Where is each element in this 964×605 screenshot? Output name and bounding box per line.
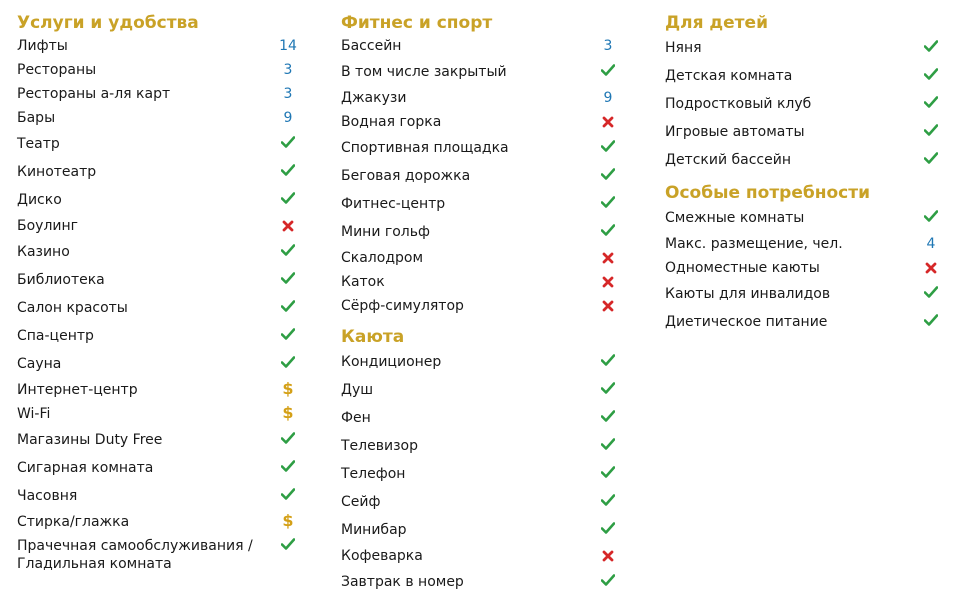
dollar-icon: $ bbox=[282, 403, 294, 422]
check-icon bbox=[277, 271, 299, 289]
cross-icon bbox=[597, 113, 619, 131]
amenity-label-line: Прачечная самообслуживания / bbox=[17, 538, 253, 554]
amenity-label: Рестораны а-ля карт bbox=[17, 86, 171, 102]
amenity-label: Сейф bbox=[341, 494, 381, 510]
check-icon bbox=[920, 151, 942, 169]
amenity-label-line: Гладильная комната bbox=[17, 556, 172, 572]
amenity-count: 4 bbox=[926, 236, 936, 252]
amenity-label: Театр bbox=[17, 136, 60, 152]
check-icon bbox=[597, 493, 619, 511]
check-icon bbox=[277, 537, 299, 555]
cross-icon bbox=[597, 273, 619, 291]
amenity-label: Рестораны bbox=[17, 62, 97, 78]
check-icon bbox=[920, 123, 942, 141]
amenity-label: Сауна bbox=[17, 356, 62, 372]
amenity-label: Водная горка bbox=[341, 114, 442, 130]
amenity-label: Магазины Duty Free bbox=[17, 432, 163, 448]
check-icon bbox=[597, 521, 619, 539]
amenity-label: Завтрак в номер bbox=[341, 574, 464, 590]
amenity-label: Детская комната bbox=[665, 68, 793, 84]
amenity-label: Боулинг bbox=[17, 218, 79, 234]
check-icon bbox=[597, 139, 619, 157]
amenity-label: Диетическое питание bbox=[665, 314, 828, 330]
amenity-label: Wi-Fi bbox=[17, 406, 51, 422]
check-icon bbox=[597, 381, 619, 399]
check-icon bbox=[277, 191, 299, 209]
amenity-label: В том числе закрытый bbox=[341, 64, 507, 80]
check-icon bbox=[597, 167, 619, 185]
amenity-label: Интернет-центр bbox=[17, 382, 138, 398]
amenity-label: Макс. размещение, чел. bbox=[665, 236, 843, 252]
check-icon bbox=[920, 95, 942, 113]
check-icon bbox=[277, 243, 299, 261]
cross-icon bbox=[277, 217, 299, 235]
check-icon bbox=[597, 573, 619, 591]
cross-icon bbox=[597, 249, 619, 267]
amenity-count: 3 bbox=[283, 62, 293, 78]
check-icon bbox=[597, 195, 619, 213]
amenity-label: Кинотеатр bbox=[17, 164, 97, 180]
section-heading: Фитнес и спорт bbox=[341, 13, 493, 33]
check-icon bbox=[597, 223, 619, 241]
amenity-count: 9 bbox=[283, 110, 293, 126]
check-icon bbox=[920, 209, 942, 227]
check-icon bbox=[277, 299, 299, 317]
amenity-label: Беговая дорожка bbox=[341, 168, 471, 184]
amenity-label: Каюты для инвалидов bbox=[665, 286, 831, 302]
amenity-label: Игровые автоматы bbox=[665, 124, 805, 140]
dollar-icon: $ bbox=[282, 511, 294, 530]
amenity-label: Фитнес-центр bbox=[341, 196, 446, 212]
check-icon bbox=[920, 285, 942, 303]
amenity-label: Минибар bbox=[341, 522, 407, 538]
check-icon bbox=[597, 409, 619, 427]
check-icon bbox=[920, 67, 942, 85]
section-heading: Особые потребности bbox=[665, 183, 871, 203]
check-icon bbox=[277, 487, 299, 505]
amenity-label: Библиотека bbox=[17, 272, 105, 288]
amenity-label: Одноместные каюты bbox=[665, 260, 820, 276]
section-heading: Для детей bbox=[665, 13, 768, 33]
amenity-label: Подростковый клуб bbox=[665, 96, 812, 112]
check-icon bbox=[920, 39, 942, 57]
section-heading: Каюта bbox=[341, 327, 405, 347]
amenity-label: Душ bbox=[341, 382, 374, 398]
cross-icon bbox=[597, 547, 619, 565]
amenity-label: Спортивная площадка bbox=[341, 140, 509, 156]
amenity-label: Лифты bbox=[17, 38, 68, 54]
amenity-label: Кондиционер bbox=[341, 354, 442, 370]
check-icon bbox=[920, 313, 942, 331]
amenity-label: Кофеварка bbox=[341, 548, 423, 564]
check-icon bbox=[277, 327, 299, 345]
check-icon bbox=[597, 437, 619, 455]
section-heading: Услуги и удобства bbox=[17, 13, 199, 33]
amenity-count: 3 bbox=[283, 86, 293, 102]
amenity-label: Бары bbox=[17, 110, 56, 126]
amenity-label: Мини гольф bbox=[341, 224, 430, 240]
amenity-count: 3 bbox=[603, 38, 613, 54]
check-icon bbox=[597, 63, 619, 81]
amenity-label: Бассейн bbox=[341, 38, 402, 54]
cross-icon bbox=[920, 259, 942, 277]
amenity-label: Телефон bbox=[341, 466, 406, 482]
amenity-label: Смежные комнаты bbox=[665, 210, 805, 226]
check-icon bbox=[597, 465, 619, 483]
amenity-label: Диско bbox=[17, 192, 62, 208]
amenity-label: Салон красоты bbox=[17, 300, 128, 316]
amenity-label: Джакузи bbox=[341, 90, 407, 106]
check-icon bbox=[277, 135, 299, 153]
check-icon bbox=[597, 353, 619, 371]
check-icon bbox=[277, 355, 299, 373]
amenity-label: Сигарная комната bbox=[17, 460, 154, 476]
amenity-label: Телевизор bbox=[341, 438, 418, 454]
amenity-count: 14 bbox=[279, 38, 297, 54]
amenity-label: Фен bbox=[341, 410, 371, 426]
amenity-label: Часовня bbox=[17, 488, 78, 504]
cross-icon bbox=[597, 297, 619, 315]
amenity-label: Сёрф-симулятор bbox=[341, 298, 464, 314]
amenity-count: 9 bbox=[603, 90, 613, 106]
amenity-label: Казино bbox=[17, 244, 70, 260]
amenity-label: Няня bbox=[665, 40, 702, 56]
amenity-label: Скалодром bbox=[341, 250, 424, 266]
amenity-label: Стирка/глажка bbox=[17, 514, 130, 530]
amenity-label: Спа-центр bbox=[17, 328, 94, 344]
check-icon bbox=[277, 431, 299, 449]
check-icon bbox=[277, 163, 299, 181]
amenity-label: Каток bbox=[341, 274, 385, 290]
amenity-label bbox=[17, 537, 253, 573]
check-icon bbox=[277, 459, 299, 477]
dollar-icon: $ bbox=[282, 379, 294, 398]
amenity-label: Детский бассейн bbox=[665, 152, 791, 168]
